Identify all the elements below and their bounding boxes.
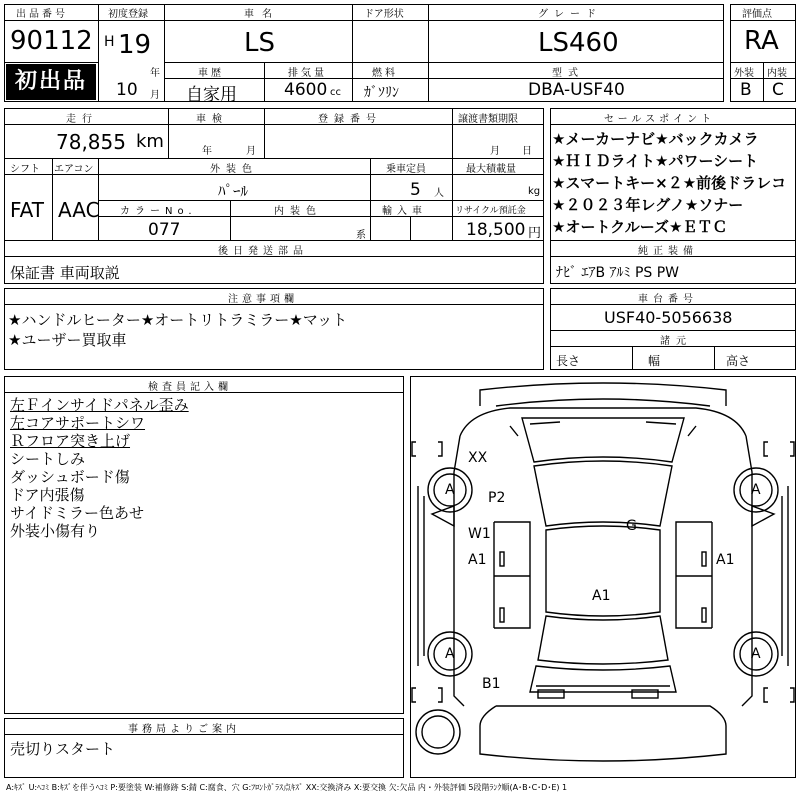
mark-b1: B1 <box>482 676 501 692</box>
sales-point-line: ★スマートキー×２★前後ドラレコ <box>552 174 787 192</box>
color-no-value: 077 <box>148 220 181 240</box>
sales-point-label: セールスポイント <box>604 114 716 125</box>
mileage-value: 78,855 <box>56 130 126 154</box>
grade-value: LS460 <box>538 28 619 58</box>
car-diagram <box>410 376 796 778</box>
reg-month: 10 <box>116 80 138 100</box>
lot-label: 出品番号 <box>16 9 68 20</box>
tire-rl-mark: A <box>445 646 455 662</box>
inspection-year-unit: 年 <box>202 146 212 157</box>
tire-fl-mark: A <box>445 482 455 498</box>
note-line: ★ユーザー買取車 <box>8 331 127 349</box>
chassis-label: 車台番号 <box>638 294 698 305</box>
displacement-unit: cc <box>330 87 341 98</box>
inspection-label: 車検 <box>196 114 228 125</box>
equipment-value: ﾅﾋﾞ ｴｱB ｱﾙﾐ PS PW <box>556 265 680 281</box>
load-unit: kg <box>528 186 541 197</box>
mileage-unit: km <box>136 131 164 152</box>
displacement-value: 4600 <box>284 80 328 100</box>
inspector-line: 左Ｆインサイドパネル歪み <box>10 396 189 414</box>
shift-value: FAT <box>10 198 45 222</box>
inspection-month-unit: 月 <box>246 146 256 157</box>
capacity-unit: 人 <box>434 188 444 199</box>
history-label: 車歴 <box>198 68 224 79</box>
first-listing-badge: 初出品 <box>6 64 96 100</box>
inspector-list <box>10 396 189 540</box>
office-text: 売切りスタート <box>10 740 116 758</box>
tire-fr-mark: A <box>751 482 761 498</box>
equipment-label: 純正装備 <box>638 246 698 257</box>
shift-label: シフト <box>10 164 40 175</box>
color-value: ﾊﾟｰﾙ <box>218 182 249 200</box>
score-value: RA <box>744 26 779 56</box>
color-no-label: カラーNo. <box>120 206 197 217</box>
history-value: 自家用 <box>186 85 237 105</box>
inspector-label: 検査員記入欄 <box>148 382 232 393</box>
dims-label: 諸元 <box>660 336 692 347</box>
ac-label: エアコン <box>54 164 94 175</box>
score-label: 評価点 <box>742 9 772 20</box>
displacement-label: 排気量 <box>288 68 327 79</box>
fuel-label: 燃料 <box>372 68 398 79</box>
reg-year-unit: 年 <box>150 68 160 79</box>
transfer-label: 譲渡書類期限 <box>458 114 518 125</box>
later-parts-label: 後日発送部品 <box>218 246 308 257</box>
transfer-day-unit: 日 <box>522 146 532 157</box>
recycle-value: 18,500 <box>466 220 526 240</box>
length-label: 長さ <box>556 354 581 368</box>
mark-g: G <box>626 518 637 534</box>
inspector-line: ドア内張傷 <box>10 486 85 504</box>
color-label: 外装色 <box>210 164 258 175</box>
mark-a1-center: A1 <box>592 588 611 604</box>
sales-point-line: ★２０２３年レグノ★ソナー <box>552 196 744 214</box>
capacity-label: 乗車定員 <box>386 164 426 175</box>
width-label: 幅 <box>648 354 661 368</box>
grade-label: グレード <box>538 9 602 20</box>
ext-label: 外装 <box>734 68 754 79</box>
load-label: 最大積載量 <box>466 164 516 175</box>
sales-point-line: ★オートクルーズ★ＥＴＣ <box>552 218 728 236</box>
sales-point-list <box>552 128 796 238</box>
name-label: 車名 <box>244 9 280 20</box>
mark-a1-left: A1 <box>468 552 487 568</box>
chassis-number: USF40-5056638 <box>604 308 733 327</box>
height-label: 高さ <box>726 354 751 368</box>
reg-year: 19 <box>118 30 152 60</box>
fuel-value: ｶﾞｿﾘﾝ <box>364 85 399 101</box>
mileage-label: 走行 <box>66 114 98 125</box>
plate-label: 登録番号 <box>318 114 382 125</box>
mark-p2: P2 <box>488 490 506 506</box>
mark-a1-right: A1 <box>716 552 735 568</box>
inspector-line: ダッシュボード傷 <box>10 468 130 486</box>
int-label: 内装 <box>767 68 787 79</box>
model-value: DBA-USF40 <box>528 80 625 100</box>
ac-value: AAC <box>58 198 100 222</box>
tire-rr-mark: A <box>751 646 761 662</box>
inspector-line: Ｒフロア突き上げ <box>10 432 131 450</box>
recycle-unit: 円 <box>528 226 542 241</box>
reg-label: 初度登録 <box>108 9 148 20</box>
legend-text: A:ｷｽﾞ U:ﾍｺﾐ B:ｷｽﾞを伴うﾍｺﾐ P:要塗装 W:補修跡 S:錆 C:腐食、穴 G:ﾌﾛﾝﾄｶﾞﾗｽ点ｷｽﾞ XX:交換済み X:要交換 欠:欠品 内・外装評価 5段階ﾗﾝｸ順(A･B･C･D･E) 1 <box>6 783 568 792</box>
inspector-line: 左コアサポートシワ <box>10 414 146 432</box>
notes-label: 注意事項欄 <box>228 294 298 305</box>
import-label: 輸入車 <box>382 206 427 217</box>
inspector-line: シートしみ <box>10 450 86 468</box>
lot-number: 90112 <box>10 26 93 56</box>
reg-month-unit: 月 <box>150 90 160 101</box>
sales-point-line: ★メーカーナビ★バックカメラ <box>552 130 759 148</box>
door-label: ドア形状 <box>364 9 404 20</box>
office-label: 事務局よりご案内 <box>128 724 240 735</box>
sales-point-line: ★ＨＩＤライト★パワーシート <box>552 152 759 170</box>
interior-color-label: 内装色 <box>274 206 322 217</box>
notes-list <box>8 310 347 350</box>
capacity-value: 5 <box>410 180 421 200</box>
model-label: 型式 <box>552 68 584 79</box>
mark-xx: XX <box>468 450 488 466</box>
inspector-line: サイドミラー色あせ <box>10 504 144 522</box>
reg-era: H <box>104 34 115 50</box>
later-parts-value: 保証書 車両取説 <box>10 264 120 282</box>
int-grade: C <box>772 80 784 100</box>
inspector-line: 外装小傷有り <box>10 522 101 540</box>
note-line: ★ハンドルヒーター★オートリトラミラー★マット <box>8 311 348 329</box>
car-name: LS <box>244 28 275 58</box>
transfer-month-unit: 月 <box>490 146 500 157</box>
interior-color-unit: 系 <box>356 230 366 241</box>
mark-w1: W1 <box>468 526 491 542</box>
ext-grade: B <box>740 80 752 100</box>
recycle-label: リサイクル預託金 <box>455 206 526 216</box>
